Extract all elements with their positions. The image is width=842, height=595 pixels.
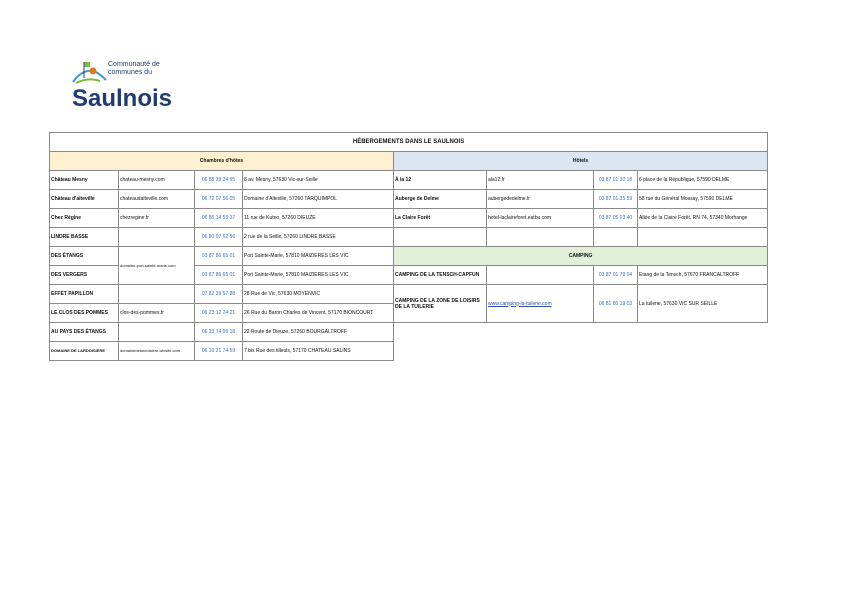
table-row bbox=[50, 171, 768, 190]
header-chambres-dhotes: Chambres d'hôtes bbox=[50, 152, 394, 171]
chambre-website: clos-des-pommes.fr bbox=[119, 304, 195, 323]
camping-website-link[interactable]: www.camping-la-tuilerie.com bbox=[488, 300, 552, 307]
hotel-name: À la 12 bbox=[394, 171, 487, 190]
chambre-address: 11 rue de Kutno, 57260 DIEUZE bbox=[243, 209, 394, 228]
chambre-phone: 06 86 14 55 37 bbox=[195, 209, 243, 228]
camping-phone: 03 87 01 79 04 bbox=[594, 266, 638, 285]
camping-name: CAMPING DE LA TENSCH-CAPFUN bbox=[394, 266, 487, 285]
logo-sun-icon bbox=[90, 68, 97, 75]
saulnois-logo bbox=[70, 56, 182, 112]
chambre-website: chateau-mesny.com bbox=[119, 171, 195, 190]
logo-graphic bbox=[70, 56, 182, 112]
chambre-address: 8 av. Mesny, 57630 Vic-sur-Seille bbox=[243, 171, 394, 190]
hotel-empty-cell bbox=[487, 228, 594, 247]
chambre-phone: 03 87 86 65 01 bbox=[195, 266, 243, 285]
table-row bbox=[50, 285, 768, 304]
hotel-empty-cell bbox=[638, 228, 768, 247]
chambre-website: domainedelardoisiere.wixsite.com bbox=[119, 342, 195, 361]
hotel-website: hotel-laclaireforet.eatbu.com bbox=[487, 209, 594, 228]
chambre-name: LE CLOS DES POMMES bbox=[50, 304, 119, 323]
chambre-website-shared: domaine-port-sainte-marie.com bbox=[119, 247, 195, 285]
chambre-address: 28 Rue de Vic, 57630 MOYENVIC bbox=[243, 285, 394, 304]
hotel-address: Allée de la Claire Forêt, RN 74, 57340 Morhange bbox=[638, 209, 768, 228]
chambre-address: Domaine d'Alteville, 57260 TARQUIMPOL bbox=[243, 190, 394, 209]
chambre-address: 7 bis Rue des tilleuls, 57170 CHATEAU SALINS bbox=[243, 342, 394, 361]
chambre-phone: 06 80 07 62 56 bbox=[195, 228, 243, 247]
hotel-phone: 03 87 01 35 59 bbox=[594, 190, 638, 209]
chambre-name: DES ÉTANGS bbox=[50, 247, 119, 266]
accommodation-table bbox=[49, 132, 768, 361]
chambre-phone: 06 23 12 24 21 bbox=[195, 304, 243, 323]
empty-area bbox=[394, 342, 768, 361]
chambre-address: 26 Rue du Baron Charles de Vincent, 57170 BIONCOURT bbox=[243, 304, 394, 323]
chambre-phone: 06 72 07 56 05 bbox=[195, 190, 243, 209]
table-row bbox=[50, 228, 768, 247]
hotel-address: 58 rue du Général Mossay, 57590 DELME bbox=[638, 190, 768, 209]
camping-address: Etang de la Tensch, 57670 FRANCALTROFF bbox=[638, 266, 768, 285]
chambre-address: 2 rue de la Seille, 57260 LINDRE BASSE bbox=[243, 228, 394, 247]
chambre-phone: 03 87 86 65 01 bbox=[195, 247, 243, 266]
chambre-website: chateaudalteville.com bbox=[119, 190, 195, 209]
chambre-name: EFFET PAPILLON bbox=[50, 285, 119, 304]
camping-phone: 06 81 80 19 03 bbox=[594, 285, 638, 323]
hotel-address: 6 place de la République, 57590 DELME bbox=[638, 171, 768, 190]
hotel-phone: 03 87 01 30 18 bbox=[594, 171, 638, 190]
header-camping: CAMPING bbox=[394, 247, 768, 266]
hotel-name: La Claire Forêt bbox=[394, 209, 487, 228]
chambre-phone: 06 10 21 74 59 bbox=[195, 342, 243, 361]
hotel-empty-cell bbox=[594, 228, 638, 247]
hotel-website: aubergededelme.fr bbox=[487, 190, 594, 209]
logo-flag-icon bbox=[84, 62, 90, 67]
chambre-name: Château d'alteville bbox=[50, 190, 119, 209]
chambre-name: LINDRE BASSE bbox=[50, 228, 119, 247]
table-row bbox=[50, 247, 768, 266]
chambre-name: Chez Régine bbox=[50, 209, 119, 228]
logo-line1: Communauté de bbox=[108, 61, 160, 68]
chambre-phone: 06 23 74 06 18 bbox=[195, 323, 243, 342]
chambre-name: DES VERGERS bbox=[50, 266, 119, 285]
chambre-name: AU PAYS DES ÉTANGS bbox=[50, 323, 119, 342]
logo-wordmark: Saulnois bbox=[72, 85, 173, 112]
header-hotels: Hôtels bbox=[394, 152, 768, 171]
camping-website bbox=[487, 266, 594, 285]
table-row bbox=[50, 209, 768, 228]
hotel-empty-cell bbox=[394, 228, 487, 247]
chambre-name: Château Mesny bbox=[50, 171, 119, 190]
table-title: HÉBERGEMENTS DANS LE SAULNOIS bbox=[50, 133, 768, 152]
chambre-phone: 07 82 39 57 88 bbox=[195, 285, 243, 304]
chambre-website bbox=[119, 228, 195, 247]
chambre-website: chezregine.fr bbox=[119, 209, 195, 228]
table-row bbox=[50, 190, 768, 209]
table-row bbox=[50, 323, 768, 342]
table-row bbox=[50, 342, 768, 361]
chambre-address: Port Sainte-Marie, 57810 MAIZIERES LES VIC bbox=[243, 247, 394, 266]
hotel-website: ala12.fr bbox=[487, 171, 594, 190]
camping-name: CAMPING DE LA ZONE DE LOISIRS DE LA TUILERIE bbox=[394, 285, 487, 323]
camping-address: La tuilerie, 57630 VIC SUR SEILLE bbox=[638, 285, 768, 323]
hotel-name: Auberge de Delme bbox=[394, 190, 487, 209]
chambre-name: DOMAINE DE LARDOISIÈRE bbox=[50, 342, 119, 361]
chambre-address: Port Sainte-Marie, 57810 MAIZIERES LES VIC bbox=[243, 266, 394, 285]
empty-area bbox=[394, 323, 768, 342]
hotel-phone: 03 87 05 03 40 bbox=[594, 209, 638, 228]
chambre-website bbox=[119, 323, 195, 342]
logo-green-arc bbox=[76, 79, 100, 83]
chambre-address: 22 Route de Dieuze, 57260 BOURGALTROFF bbox=[243, 323, 394, 342]
camping-website bbox=[487, 285, 594, 323]
chambre-phone: 06 88 29 24 95 bbox=[195, 171, 243, 190]
logo-line2: communes du bbox=[108, 69, 152, 76]
chambre-website bbox=[119, 285, 195, 304]
